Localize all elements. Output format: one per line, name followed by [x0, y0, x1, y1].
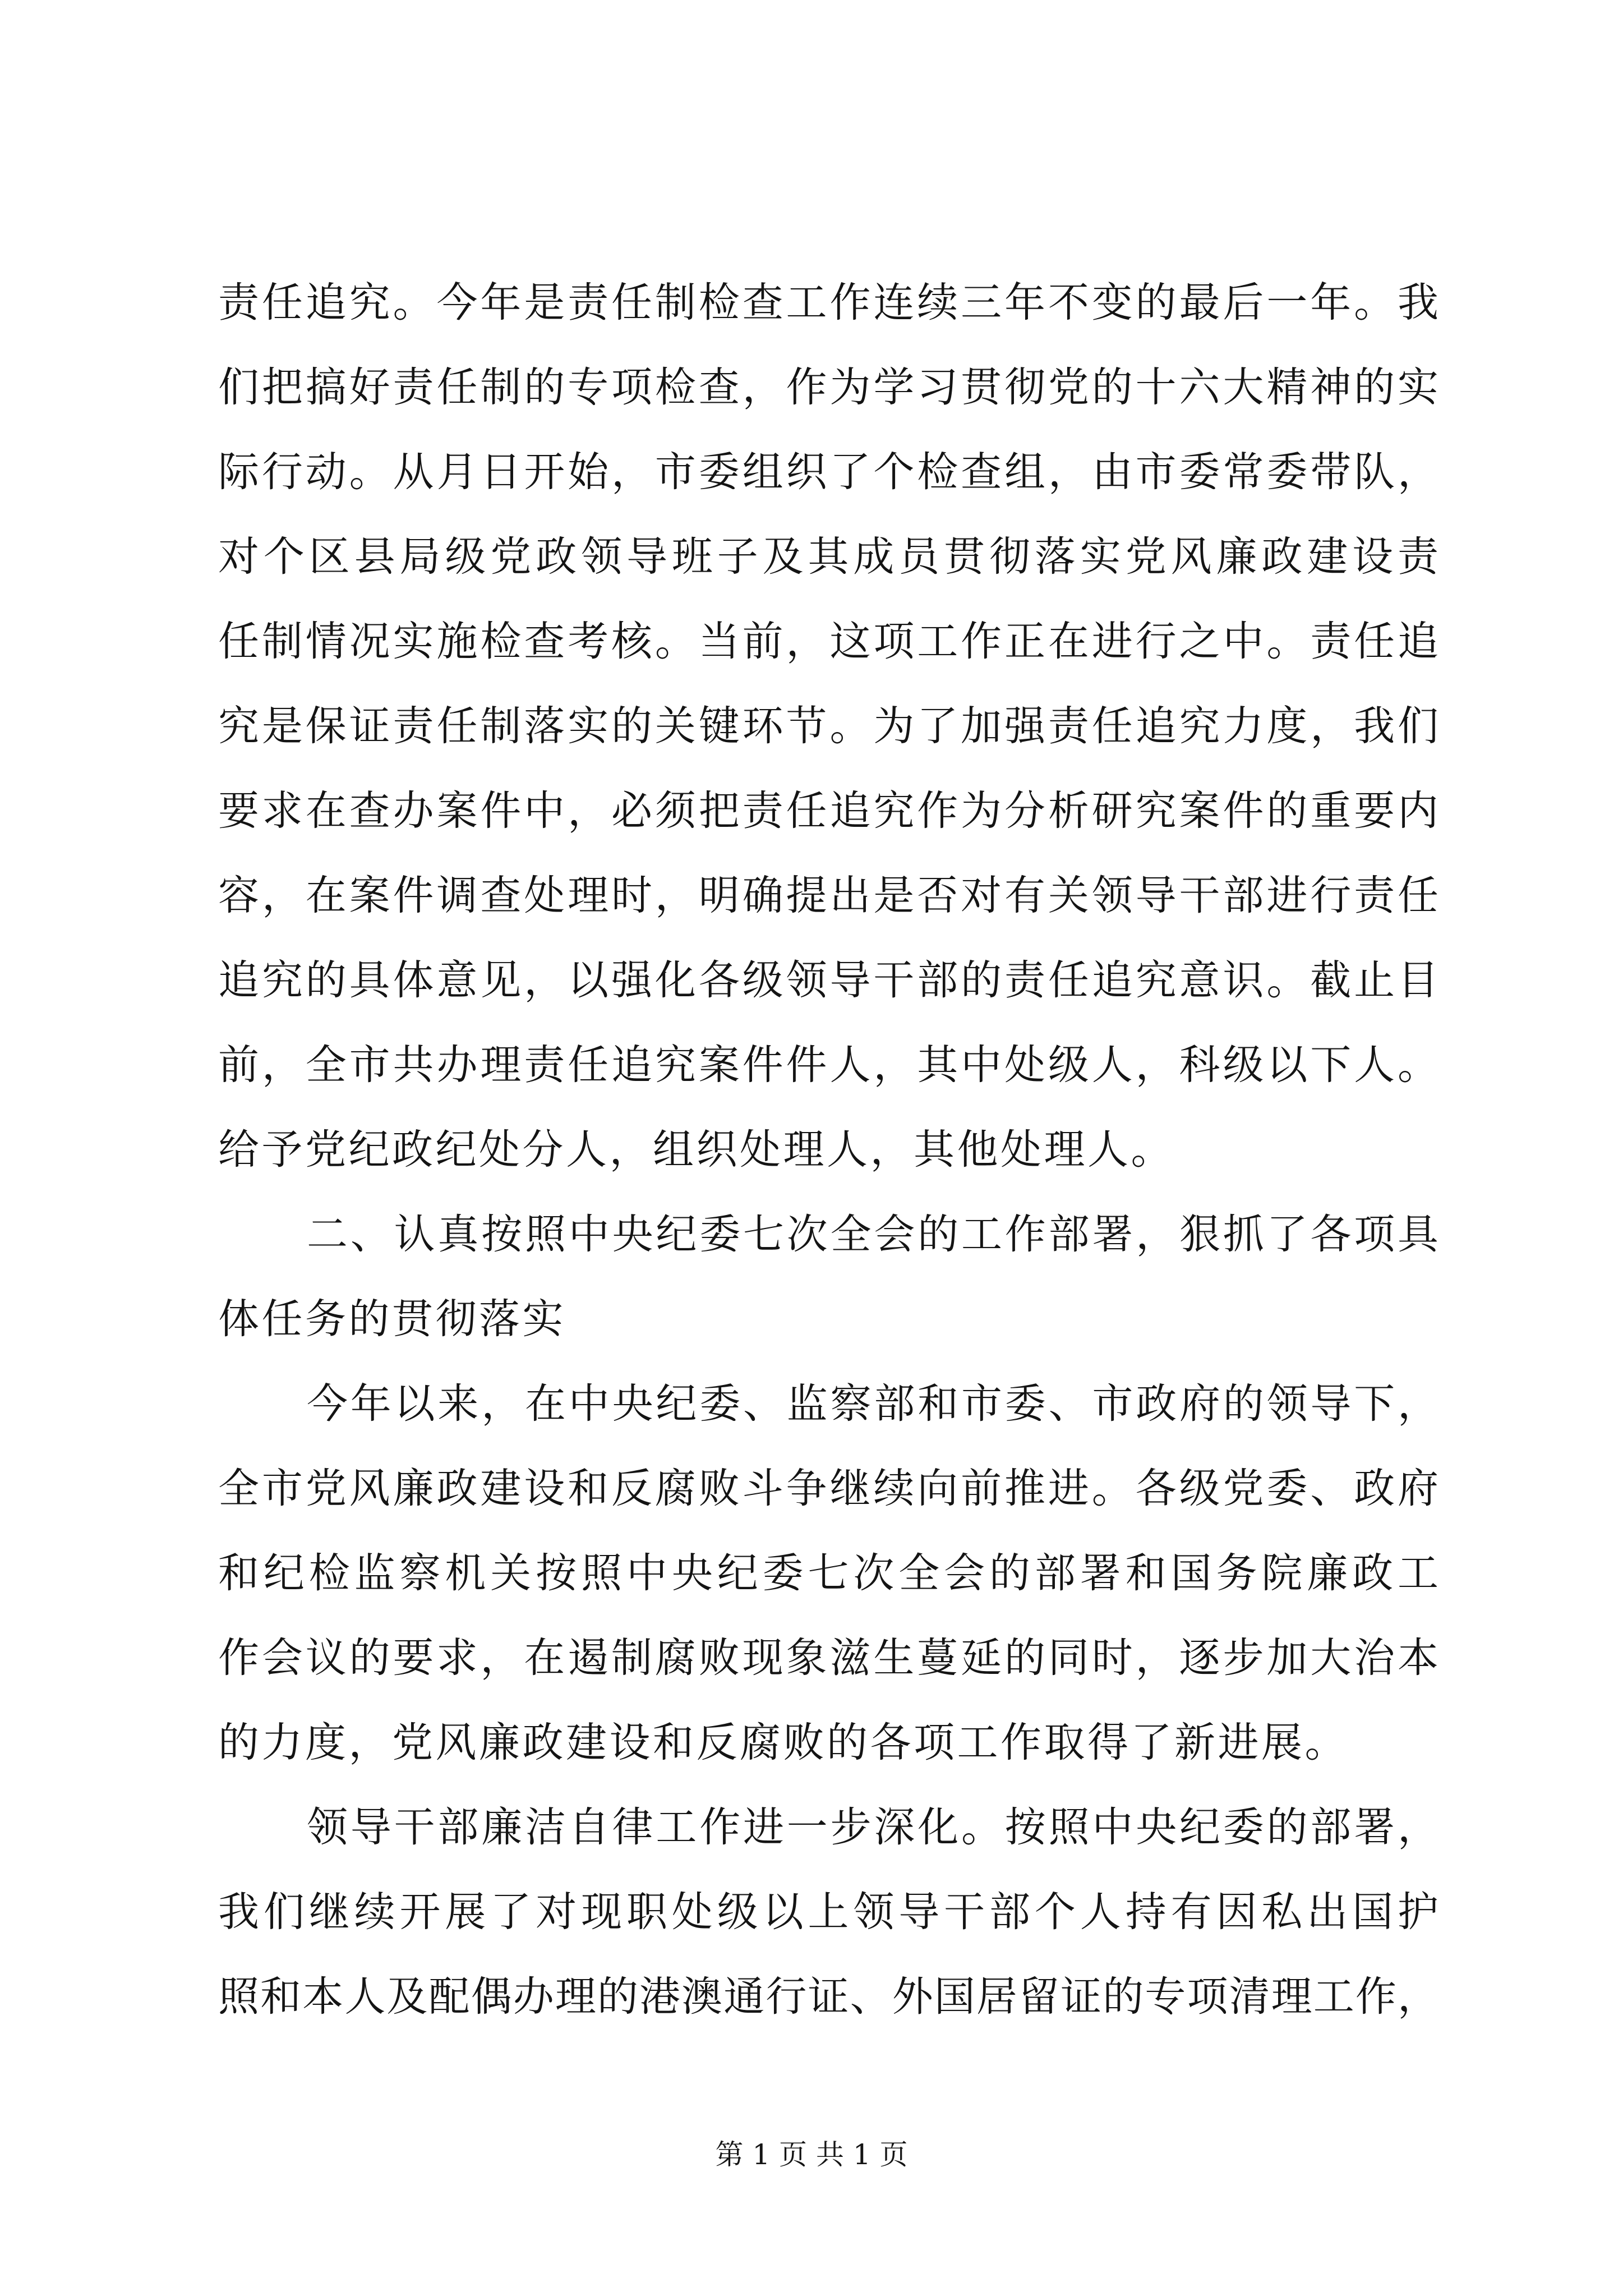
text-line: 今年以来，在中央纪委、监察部和市委、市政府的领导下， — [307, 1380, 1438, 1428]
text-line: 容，在案件调查处理时，明确提出是否对有关领导干部进行责任 — [218, 872, 1438, 919]
text-line: 的力度，党风廉政建设和反腐败的各项工作取得了新进展。 — [218, 1719, 1348, 1766]
heading-line: 体任务的贯彻落实 — [218, 1295, 566, 1343]
text-line: 全市党风廉政建设和反腐败斗争继续向前推进。各级党委、政府 — [218, 1465, 1438, 1512]
text-line: 们把搞好责任制的专项检查，作为学习贯彻党的十六大精神的实 — [218, 364, 1438, 411]
paragraph — [218, 1785, 1438, 2039]
text-line: 作会议的要求，在遏制腐败现象滋生蔓延的同时，逐步加大治本 — [218, 1634, 1438, 1682]
text-line: 给予党纪政纪处分人，组织处理人，其他处理人。 — [218, 1126, 1174, 1174]
page-footer: 第 1 页 共 1 页 — [715, 2138, 908, 2171]
text-line: 要求在查办案件中，必须把责任追究作为分析研究案件的重要内 — [218, 787, 1438, 835]
text-line: 际行动。从月日开始，市委组织了个检查组，由市委常委带队， — [218, 448, 1438, 496]
text-line: 究是保证责任制落实的关键环节。为了加强责任追究力度，我们 — [218, 702, 1438, 750]
text-line: 任制情况实施检查考核。当前，这项工作正在进行之中。责任追 — [218, 618, 1438, 665]
text-line: 前，全市共办理责任追究案件件人，其中处级人，科级以下人。 — [218, 1041, 1438, 1089]
section-heading — [218, 1192, 1438, 1361]
heading-line: 二、认真按照中央纪委七次全会的工作部署，狠抓了各项具 — [307, 1211, 1438, 1258]
text-line: 和纪检监察机关按照中央纪委七次全会的部署和国务院廉政工 — [218, 1549, 1438, 1597]
document-body — [218, 260, 1438, 2039]
text-line: 责任追究。今年是责任制检查工作连续三年不变的最后一年。我 — [218, 279, 1438, 326]
text-line: 对个区县局级党政领导班子及其成员贯彻落实党风廉政建设责 — [218, 533, 1438, 581]
text-line: 领导干部廉洁自律工作进一步深化。按照中央纪委的部署， — [307, 1803, 1438, 1851]
paragraph — [218, 260, 1438, 1192]
text-line: 照和本人及配偶办理的港澳通行证、外国居留证的专项清理工作， — [218, 1973, 1438, 2021]
text-line: 我们继续开展了对现职处级以上领导干部个人持有因私出国护 — [218, 1888, 1438, 1936]
text-line: 追究的具体意见，以强化各级领导干部的责任追究意识。截止目 — [218, 956, 1438, 1004]
paragraph — [218, 1361, 1438, 1785]
